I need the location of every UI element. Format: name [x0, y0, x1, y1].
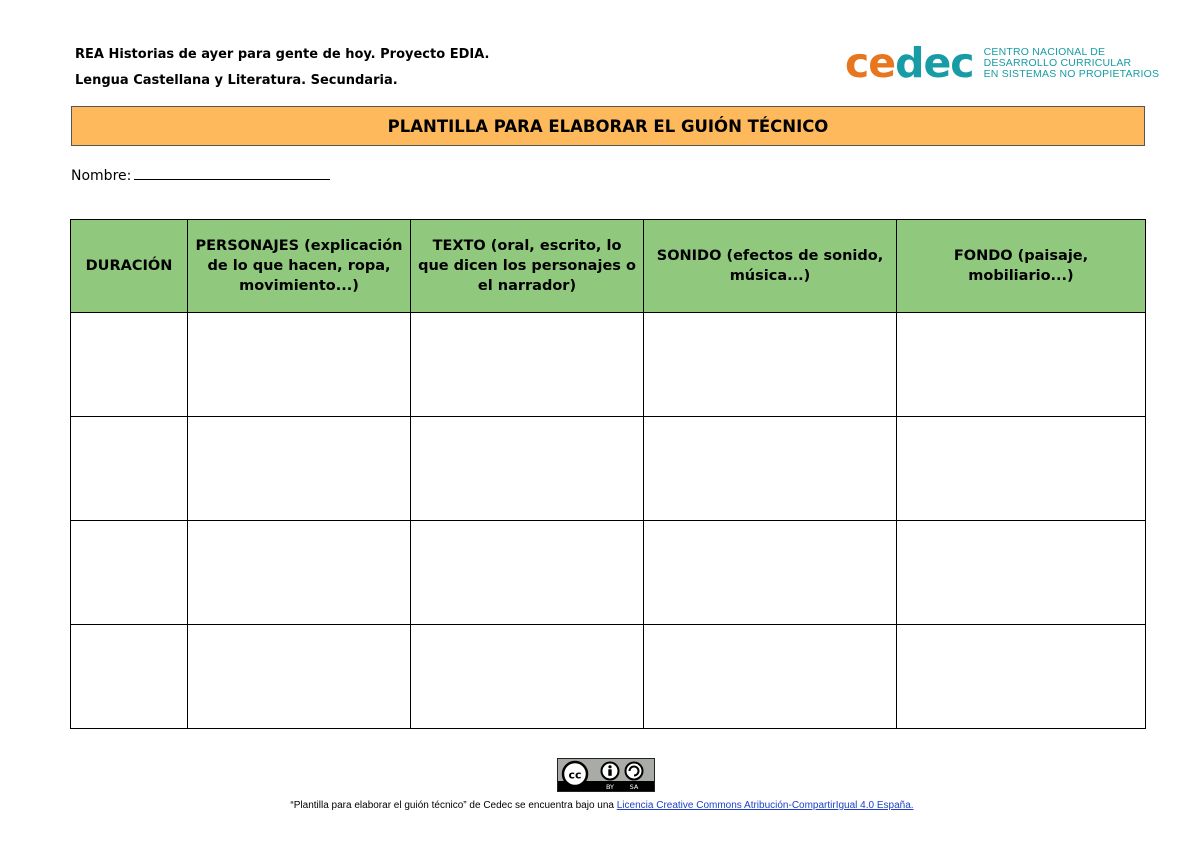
cc-badge-graphic — [558, 759, 654, 791]
table-cell[interactable] — [897, 521, 1146, 625]
license-footer — [0, 800, 1204, 812]
table-cell[interactable] — [71, 313, 188, 417]
page-title: PLANTILLA PARA ELABORAR EL GUIÓN TÉCNICO — [71, 106, 1145, 146]
header-subject-line: Lengua Castellana y Literatura. Secundaria. — [75, 73, 398, 88]
table-cell[interactable] — [188, 521, 411, 625]
license-link[interactable]: Licencia Creative Commons Atribución-CompartirIgual 4.0 España. — [616, 800, 914, 811]
table-cell[interactable] — [897, 625, 1146, 729]
table-cell[interactable] — [644, 417, 897, 521]
table-cell[interactable] — [897, 313, 1146, 417]
table-cell[interactable] — [411, 417, 644, 521]
script-table — [70, 219, 1146, 729]
table-cell[interactable] — [644, 625, 897, 729]
license-statement: “Plantilla para elaborar el guión técnico” de Cedec se encuentra bajo una — [290, 800, 617, 811]
table-cell[interactable] — [188, 313, 411, 417]
cc-by-sa-badge-icon — [557, 758, 655, 792]
column-header-fondo: FONDO (paisaje, mobiliario...) — [897, 220, 1146, 313]
document-header — [75, 47, 489, 89]
table-cell[interactable] — [644, 521, 897, 625]
cedec-logo-word: cedec — [845, 39, 974, 87]
column-header-texto: TEXTO (oral, escrito, lo que dicen los personajes o el narrador) — [411, 220, 644, 313]
table-cell[interactable] — [411, 625, 644, 729]
table-cell[interactable] — [71, 417, 188, 521]
table-row — [71, 625, 1146, 729]
table-header-row — [71, 220, 1146, 313]
name-field — [71, 165, 330, 185]
sa-label: SA — [629, 783, 639, 791]
table-cell[interactable] — [411, 313, 644, 417]
header-project-line: REA Historias de ayer para gente de hoy. Proyecto EDIA. — [75, 47, 490, 62]
column-header-duracion: DURACIÓN — [71, 220, 188, 313]
table-cell[interactable] — [897, 417, 1146, 521]
table-cell[interactable] — [644, 313, 897, 417]
cedec-logo — [845, 39, 1160, 87]
table-cell[interactable] — [71, 625, 188, 729]
by-label: BY — [605, 783, 615, 791]
name-label: Nombre: — [71, 168, 132, 184]
cc-icon-letters: cc — [568, 768, 582, 782]
column-header-sonido: SONIDO (efectos de sonido, música...) — [644, 220, 897, 313]
table-cell[interactable] — [71, 521, 188, 625]
table-row — [71, 313, 1146, 417]
table-cell[interactable] — [188, 625, 411, 729]
table-row — [71, 521, 1146, 625]
table-cell[interactable] — [188, 417, 411, 521]
table-cell[interactable] — [411, 521, 644, 625]
cedec-logo-tagline: CENTRO NACIONAL DE DESARROLLO CURRICULAR EN SISTEMAS NO PROPIETARIOS — [983, 45, 1160, 80]
table-row — [71, 417, 1146, 521]
column-header-personajes: PERSONAJES (explicación de lo que hacen, ropa, movimiento...) — [188, 220, 411, 313]
name-blank-line[interactable] — [134, 165, 330, 180]
